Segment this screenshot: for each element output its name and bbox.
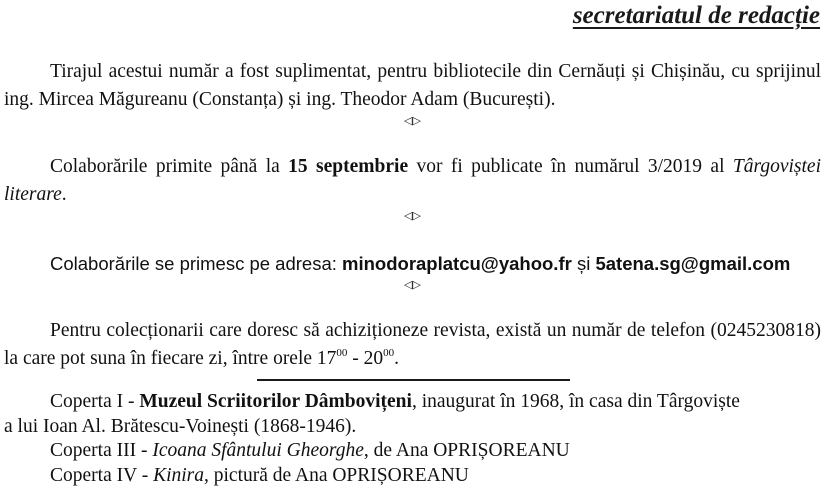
- section-heading: secretariatul de redacție: [572, 2, 820, 29]
- cover-1-line-2: a lui Ioan Al. Brătescu-Voinești (1868-1946).: [4, 416, 357, 437]
- hour-end-superscript: 00: [383, 347, 395, 359]
- separator-2: ◁▷: [404, 209, 421, 222]
- address-text-before: Colaborările se primesc pe adresa:: [50, 253, 343, 274]
- phone-text-after: .: [394, 348, 400, 369]
- cover-4-title: Kinira: [153, 465, 205, 486]
- collectors-phone-paragraph: [4, 317, 821, 373]
- email-address-1[interactable]: minodoraplatcu@yahoo.fr: [342, 253, 572, 274]
- print-run-paragraph: [4, 58, 821, 114]
- print-run-text: Tirajul acestui număr a fost suplimentat, pentru bibliotecile din Cernăuți și Chișinău, cu sprijinul ing. Mircea Măgureanu (Constanța) și ing. Theodor Adam (București).: [4, 61, 821, 110]
- cover-3-title: Icoana Sfântului Gheorghe: [152, 440, 364, 461]
- cover-4-line: [4, 464, 821, 488]
- email-address-2[interactable]: 5atena.sg@gmail.com: [595, 253, 791, 274]
- magazine-title: Târgoviștei literare: [4, 156, 821, 205]
- cover-3-line: [4, 439, 821, 463]
- deadline-date: 15 septembrie: [288, 156, 409, 177]
- cover-1-rest: , inaugurat în 1968, în casa din Târgoviște: [411, 391, 740, 412]
- cover-4-rest: , pictură de Ana OPRIȘOREANU: [204, 465, 469, 486]
- address-and: și: [571, 253, 596, 274]
- cover-4-prefix: Coperta IV -: [50, 465, 154, 486]
- deadline-text-before: Colaborările primite până la: [50, 156, 289, 177]
- hour-dash: - 20: [347, 348, 384, 369]
- submission-address-paragraph: [4, 250, 821, 278]
- cover-3-rest: , de Ana OPRIȘOREANU: [363, 440, 570, 461]
- phone-text: Pentru colecționarii care doresc să achiziționeze revista, există un număr de telefon (0245230818) la care pot suna în fiecare zi, între orele 17: [4, 320, 821, 369]
- submission-deadline-paragraph: [4, 153, 821, 209]
- cover-1-name: Muzeul Scriitorilor Dâmbovițeni: [139, 391, 412, 412]
- cover-1-line: [4, 390, 821, 414]
- deadline-text-after: .: [61, 184, 67, 205]
- horizontal-rule: [257, 379, 570, 381]
- cover-1-prefix: Coperta I -: [50, 391, 140, 412]
- deadline-text-middle: vor fi publicate în numărul 3/2019 al: [408, 156, 733, 177]
- cover-3-prefix: Coperta III -: [50, 440, 153, 461]
- separator-1: ◁▷: [404, 114, 421, 127]
- separator-3: ◁▷: [404, 278, 421, 291]
- hour-start-superscript: 00: [336, 347, 348, 359]
